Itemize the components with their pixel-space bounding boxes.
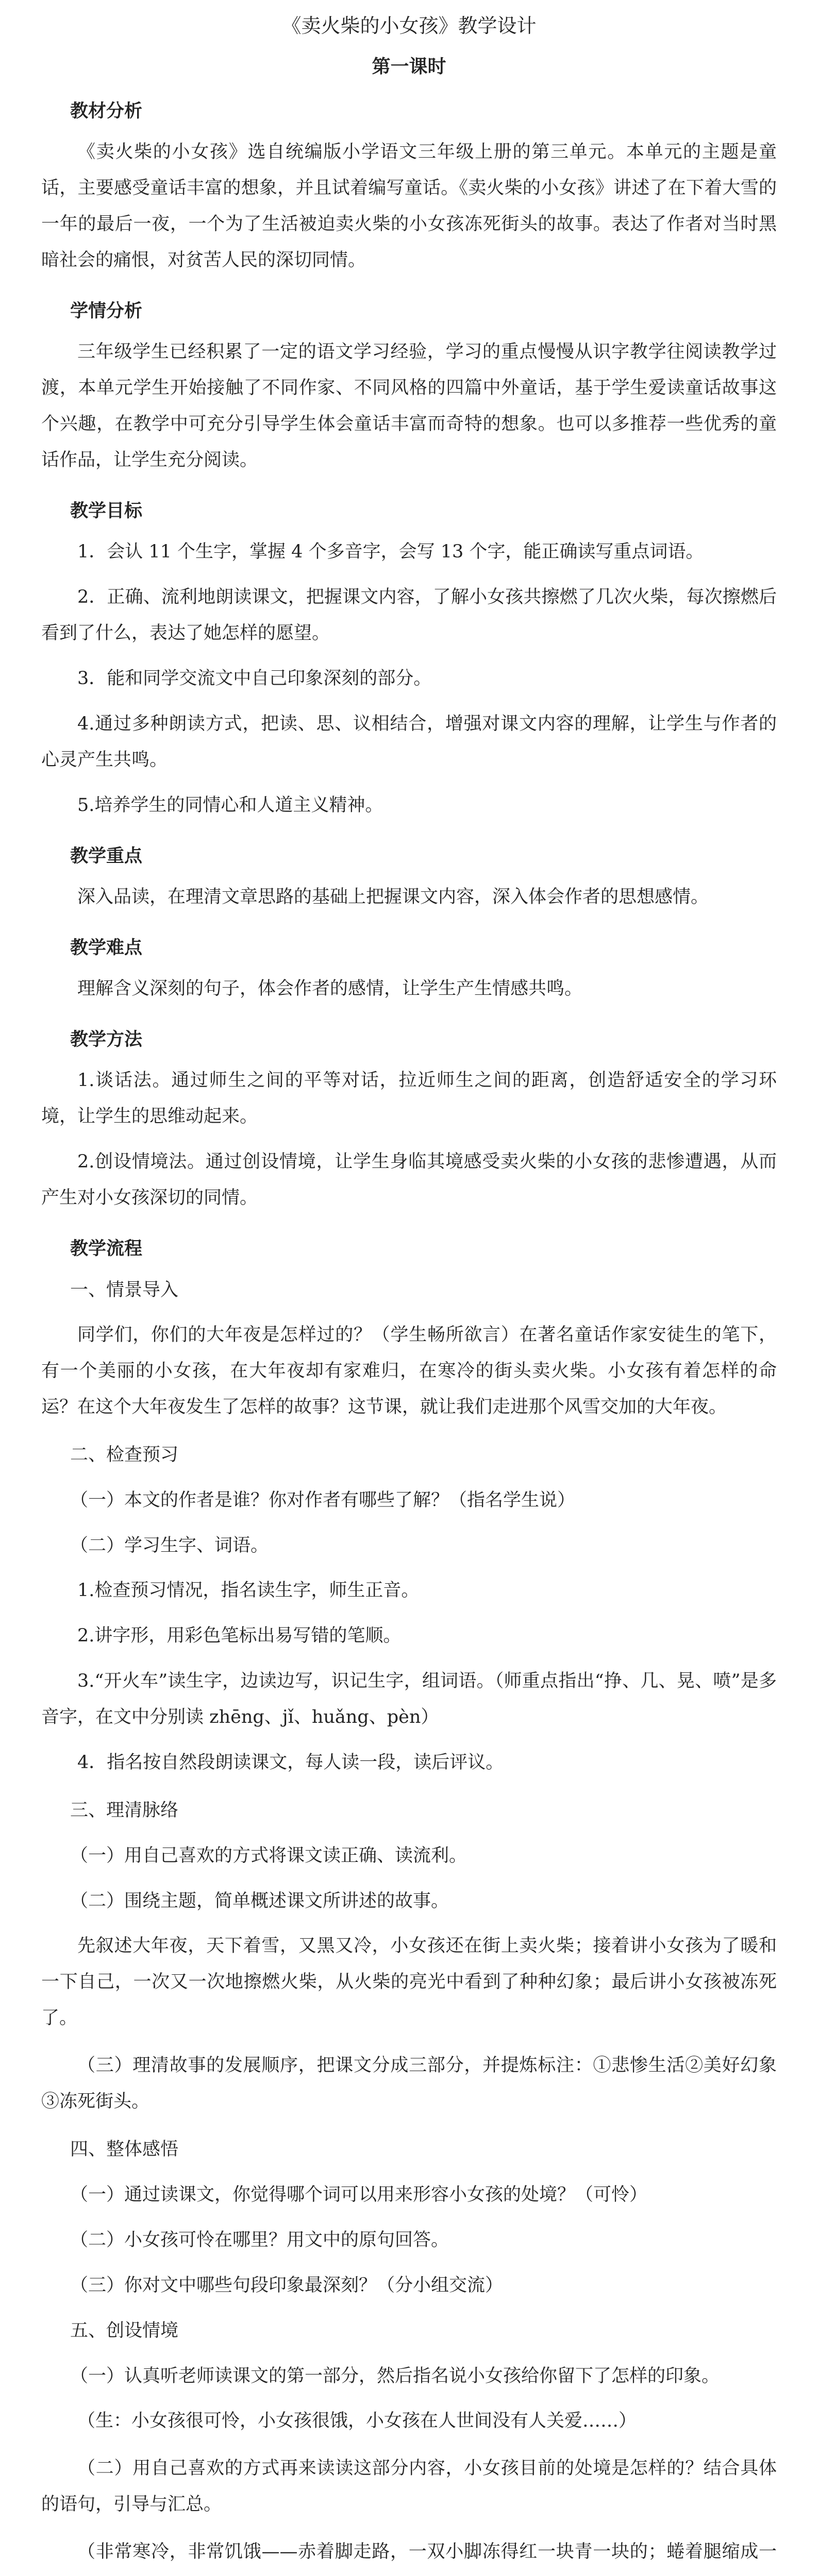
numbered-item: 3．能和同学交流文中自己印象深刻的部分。 <box>77 668 432 689</box>
sub-heading: （二）小女孩可怜在哪里？用文中的原句回答。 <box>70 2230 449 2251</box>
paragraph: 理解含义深刻的句子，体会作者的感情，让学生产生情感共鸣。 <box>77 978 583 999</box>
sub-heading: 四、整体感悟 <box>70 2139 179 2160</box>
sub-heading: 一、情景导入 <box>70 1280 179 1301</box>
sub-heading: （二）围绕主题，简单概述课文所讲述的故事。 <box>70 1891 449 1912</box>
section-heading: 学情分析 <box>70 301 143 322</box>
sub-heading: （一）本文的作者是谁？你对作者有哪些了解？（指名学生说） <box>70 1490 576 1511</box>
numbered-item: 5.培养学生的同情心和人道主义精神。 <box>77 795 383 816</box>
numbered-item: 1.检查预习情况，指名读生字，师生正音。 <box>77 1580 420 1601</box>
numbered-item: 4.通过多种朗读方式，把读、思、议相结合，增强对课文内容的理解，让学生与作者的心灵产生共鸣。 <box>41 714 777 771</box>
sub-heading: （三）你对文中哪些句段印象最深刻？（分小组交流） <box>70 2275 504 2296</box>
paragraph: 《卖火柴的小女孩》选自统编版小学语文三年级上册的第三单元。本单元的主题是童话，主要感受童话丰富的想象，并且试着编写童话。《卖火柴的小女孩》讲述了在下着大雪的一年的最后一夜，一个为了生活被迫卖火柴的小女孩冻死街头的故事。表达了作者对当时黑暗社会的痛恨，对贫苦人民的深切同情。 <box>41 142 777 271</box>
sub-heading: （一）认真听老师读课文的第一部分，然后指名说小女孩给你留下了怎样的印象。 <box>70 2366 720 2387</box>
sub-heading: （二）学习生字、词语。 <box>70 1535 269 1556</box>
numbered-item: 2.讲字形，用彩色笔标出易写错的笔顺。 <box>77 1625 402 1647</box>
section-heading: 教学流程 <box>70 1239 143 1260</box>
paragraph: 先叙述大年夜，天下着雪，又黑又冷，小女孩还在街上卖火柴；接着讲小女孩为了暖和一下自己，一次又一次地擦燃火柴，从火柴的亮光中看到了种种幻象；最后讲小女孩被冻死了。 <box>41 1936 777 2029</box>
numbered-item: 4．指名按自然段朗读课文，每人读一段，读后评议。 <box>77 1752 504 1773</box>
sub-heading: 五、创设情境 <box>70 2320 179 2342</box>
sub-heading: 三、理清脉络 <box>70 1800 179 1821</box>
sub-heading: （一）通过读课文，你觉得哪个词可以用来形容小女孩的处境？（可怜） <box>70 2184 648 2206</box>
numbered-item: 2.创设情境法。通过创设情境，让学生身临其境感受卖火柴的小女孩的悲惨遭遇，从而产生对小女孩深切的同情。 <box>41 1151 777 1209</box>
paragraph: 三年级学生已经积累了一定的语文学习经验，学习的重点慢慢从识字教学往阅读教学过渡，本单元学生开始接触了不同作家、不同风格的四篇中外童话，基于学生爱读童话故事这个兴趣，在教学中可充分引导学生体会童话丰富而奇特的想象。也可以多推荐一些优秀的童话作品，让学生充分阅读。 <box>41 342 777 471</box>
paragraph: （非常寒冷，非常饥饿——赤着脚走路，一双小脚冻得红一块青一块的；蜷着腿缩成一 <box>77 2541 777 2563</box>
paragraph: （三）理清故事的发展顺序，把课文分成三部分，并提炼标注：①悲惨生活②美好幻象③冻死街头。 <box>41 2055 777 2112</box>
section-heading: 教学难点 <box>70 938 143 959</box>
sub-heading: （一）用自己喜欢的方式将课文读正确、读流利。 <box>70 1845 468 1867</box>
paragraph: 深入品读，在理清文章思路的基础上把握课文内容，深入体会作者的思想感情。 <box>77 887 709 908</box>
numbered-item: 1．会认 11 个生字，掌握 4 个多音字，会写 13 个字，能正确读写重点词语。 <box>77 541 704 563</box>
section-heading: 教材分析 <box>70 101 143 122</box>
numbered-item: 1.谈话法。通过师生之间的平等对话，拉近师生之间的距离，创造舒适安全的学习环境，让学生的思维动起来。 <box>41 1070 777 1127</box>
numbered-item: 3.“开火车”读生字，边读边写，识记生字，组词语。（师重点指出“挣、几、晃、喷”是多音字，在文中分别读 zhēng、jǐ、huǎng、pèn） <box>41 1671 777 1728</box>
section-heading: 教学方法 <box>70 1029 143 1050</box>
document-body <box>41 97 777 2576</box>
document-title: 《卖火柴的小女孩》教学设计 <box>281 14 537 37</box>
section-heading: 教学目标 <box>70 501 143 522</box>
paragraph: （二）用自己喜欢的方式再来读读这部分内容，小女孩目前的处境是怎样的？结合具体的语句，引导与汇总。 <box>41 2458 777 2515</box>
paragraph: （生：小女孩很可怜，小女孩很饿，小女孩在人世间没有人关爱……） <box>77 2411 637 2432</box>
numbered-item: 2．正确、流利地朗读课文，把握课文内容，了解小女孩共擦燃了几次火柴，每次擦燃后看到了什么，表达了她怎样的愿望。 <box>41 587 777 644</box>
sub-heading: 二、检查预习 <box>70 1445 179 1466</box>
paragraph: 同学们，你们的大年夜是怎样过的？（学生畅所欲言）在著名童话作家安徒生的笔下，有一个美丽的小女孩，在大年夜却有家难归，在寒冷的街头卖火柴。小女孩有着怎样的命运？在这个大年夜发生了怎样的故事？这节课，就让我们走进那个风雪交加的大年夜。 <box>41 1325 777 1418</box>
lesson-period-subtitle: 第一课时 <box>372 56 446 78</box>
section-heading: 教学重点 <box>70 846 143 867</box>
